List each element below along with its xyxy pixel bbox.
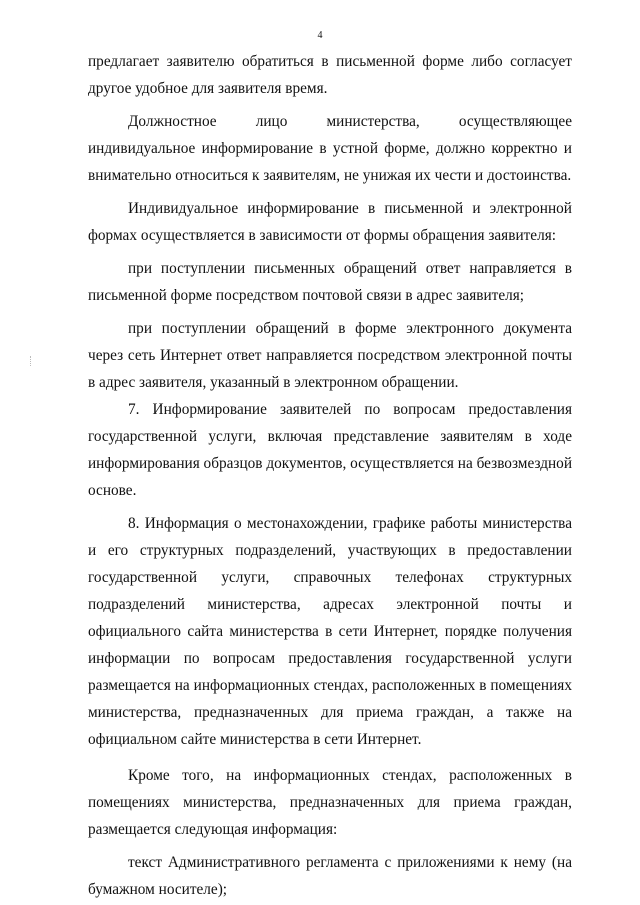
paragraph-electronic-requests: при поступлении обращений в форме электронного документа через сеть Интернет ответ направляется посредством электронной почты в адрес заявителя, указанный в электронном обращении. — [88, 320, 572, 391]
page-number: 4 — [317, 30, 323, 41]
paragraph-written-requests: при поступлении письменных обращений ответ направляется в письменной форме посредством почтовой связи в адрес заявителя; — [88, 260, 572, 304]
paragraph-item-7: 7. Информирование заявителей по вопросам предоставления государственной услуги, включая представление заявителям в ходе информирования образцов документов, осуществляется на безвозмездной основе. — [88, 401, 573, 499]
paragraph-regulation-text: текст Административного регламента с приложениями к нему (на бумажном носителе); — [88, 854, 572, 898]
paragraph-written-electronic-info: Индивидуальное информирование в письменной и электронной формах осуществляется в зависимости от формы обращения заявителя: — [88, 200, 572, 244]
paragraph-continuation: предлагает заявителю обратиться в письменной форме либо согласует другое удобное для заявителя время. — [88, 53, 572, 97]
paragraph-official-conduct: Должностное лицо министерства, осуществляющее индивидуальное информирование в устной форме, должно корректно и внимательно относиться к заявителям, не унижая их чести и достоинства. — [88, 113, 572, 184]
scan-artifact — [30, 356, 32, 366]
paragraph-stands-info: Кроме того, на информационных стендах, расположенных в помещениях министерства, предназначенных для приема граждан, размещается следующая информация: — [88, 767, 572, 838]
paragraph-item-8: 8. Информация о местонахождении, графике работы министерства и его структурных подразделений, участвующих в предоставлении государственной услуги, справочных телефонах структурных подразделений министерства, адресах электронной почты и официального сайта министерства в сети Интернет, порядке получения информации по вопросам предоставления государственной услуги размещается на информационных стендах, расположенных в помещениях министерства, предназначенных для приема граждан, а также на официальном сайте министерства в сети Интернет. — [88, 515, 572, 748]
document-body — [88, 48, 572, 903]
